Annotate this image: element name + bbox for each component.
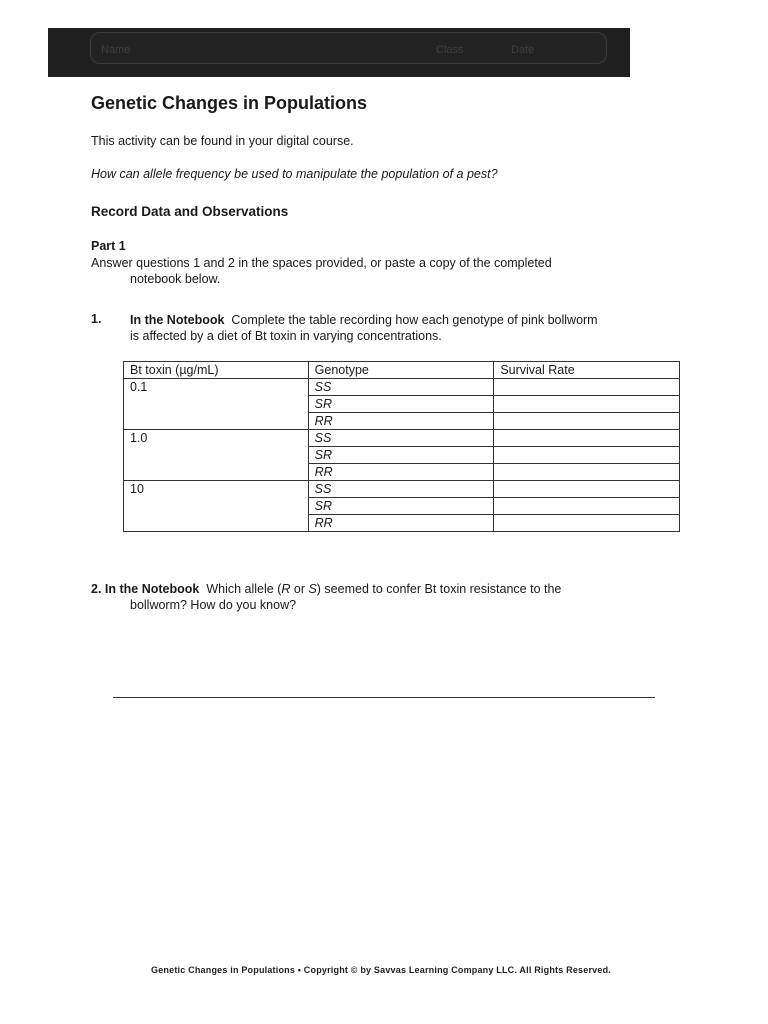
table-header-row xyxy=(124,362,680,379)
part-instruction xyxy=(91,255,552,287)
section-heading: Record Data and Observations xyxy=(91,204,289,219)
name-label: Name xyxy=(101,44,131,56)
allele-s: S xyxy=(308,582,317,596)
survival-rate-cell[interactable] xyxy=(494,498,680,515)
table-row xyxy=(124,430,680,447)
header-survival-rate: Survival Rate xyxy=(494,362,680,379)
genotype-cell: RR xyxy=(308,515,494,532)
header-bt-toxin: Bt toxin (µg/mL) xyxy=(124,362,309,379)
question-2-number: 2. xyxy=(91,582,102,596)
question-1-line1: Complete the table recording how each genotype of pink bollworm xyxy=(231,313,598,327)
student-info-bar xyxy=(90,32,607,64)
table-row xyxy=(124,481,680,498)
question-1-text xyxy=(130,312,670,344)
genotype-cell: SR xyxy=(308,447,494,464)
bt-toxin-table xyxy=(123,361,680,532)
question-1-line2: is affected by a diet of Bt toxin in varying concentrations. xyxy=(130,329,442,343)
class-label: Class xyxy=(436,44,464,56)
genotype-cell: RR xyxy=(308,464,494,481)
concentration-cell: 1.0 xyxy=(124,430,309,481)
question-2-text xyxy=(91,581,671,613)
survival-rate-cell[interactable] xyxy=(494,481,680,498)
survival-rate-cell[interactable] xyxy=(494,447,680,464)
header-genotype: Genotype xyxy=(308,362,494,379)
genotype-cell: SR xyxy=(308,396,494,413)
part-instruction-line1: Answer questions 1 and 2 in the spaces provided, or paste a copy of the completed xyxy=(91,256,552,270)
question-2-part-a: Which allele ( xyxy=(206,582,282,596)
survival-rate-cell[interactable] xyxy=(494,515,680,532)
genotype-cell: SR xyxy=(308,498,494,515)
guiding-question: How can allele frequency be used to manipulate the population of a pest? xyxy=(91,167,498,181)
concentration-cell: 10 xyxy=(124,481,309,532)
survival-rate-cell[interactable] xyxy=(494,379,680,396)
survival-rate-cell[interactable] xyxy=(494,413,680,430)
date-label: Date xyxy=(511,44,535,56)
question-2-line2: bollworm? How do you know? xyxy=(130,598,297,612)
footer-copyright: Genetic Changes in Populations • Copyright © by Savvas Learning Company LLC. All Rights Reserved. xyxy=(151,965,611,975)
answer-line[interactable] xyxy=(113,697,655,698)
part-label: Part 1 xyxy=(91,239,126,253)
question-1-number: 1. xyxy=(91,312,102,326)
genotype-cell: RR xyxy=(308,413,494,430)
genotype-cell: SS xyxy=(308,379,494,396)
question-1-lead: In the Notebook xyxy=(130,313,225,327)
question-2-or: or xyxy=(290,582,309,596)
survival-rate-cell[interactable] xyxy=(494,396,680,413)
page-title: Genetic Changes in Populations xyxy=(91,93,368,113)
allele-r: R xyxy=(281,582,291,596)
concentration-cell: 0.1 xyxy=(124,379,309,430)
survival-rate-cell[interactable] xyxy=(494,430,680,447)
part-instruction-line2: notebook below. xyxy=(130,272,221,286)
survival-rate-cell[interactable] xyxy=(494,464,680,481)
genotype-cell: SS xyxy=(308,481,494,498)
header-band xyxy=(48,28,630,77)
question-2-lead: In the Notebook xyxy=(104,582,200,596)
intro-text: This activity can be found in your digital course. xyxy=(91,134,354,148)
table-row xyxy=(124,379,680,396)
genotype-cell: SS xyxy=(308,430,494,447)
question-2-part-b: ) seemed to confer Bt toxin resistance to the xyxy=(316,582,562,596)
